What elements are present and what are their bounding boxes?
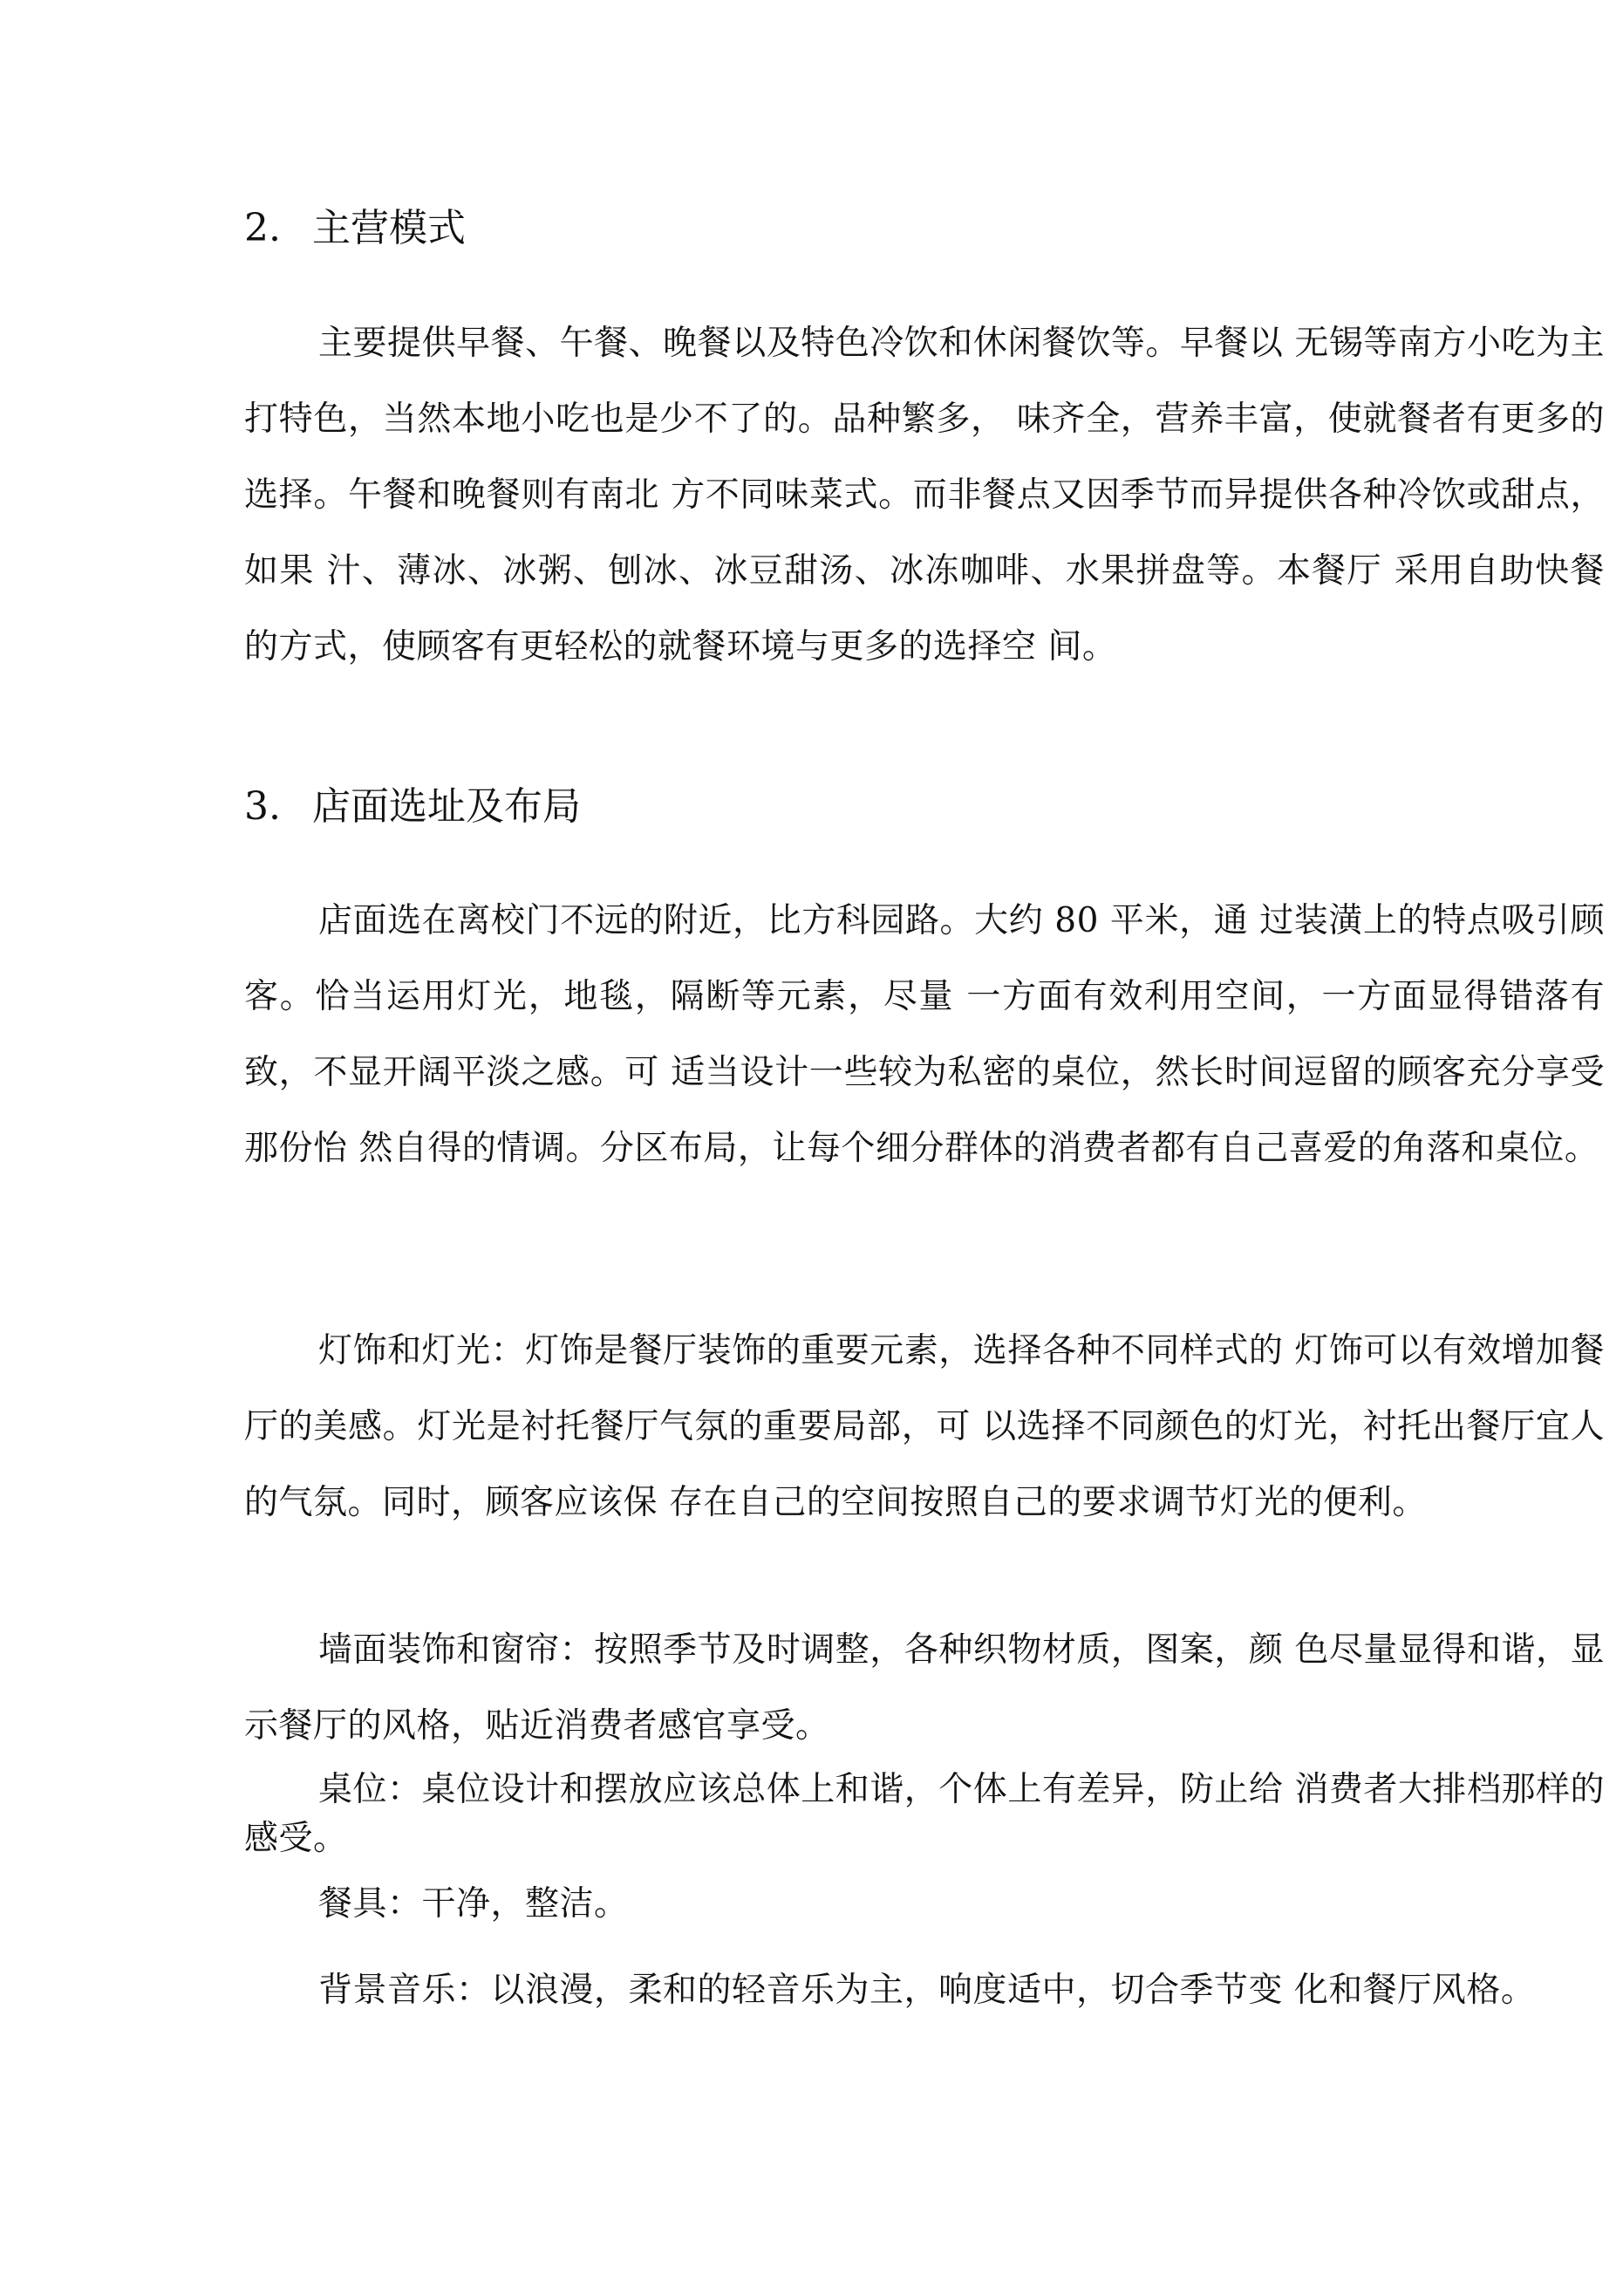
paragraph-tableware: 餐具：干净，整洁。: [318, 1884, 629, 1924]
section-heading-main-business-model: [244, 202, 466, 255]
paragraph-location: 店面选在离校门不远的附近，比方科园路。大约 80 平米，通 过装潢上的特点吸引顾客。恰当运用灯光，地毯，隔断等元素，尽量 一方面有效利用空间，一方面显得错落有致，不显开阔平淡之感。可 适当设计一些较为私密的桌位，然长时间逗留的顾客充分享受那份怡 然自得的情调。分区布局，让每个细分群体的消费者都有自己喜爱的角落和桌位。: [244, 901, 1605, 1168]
section-title: 主营模式: [312, 206, 466, 250]
paragraph-business-model: 主要提供早餐、午餐、晚餐以及特色冷饮和休闲餐饮等。早餐以 无锡等南方小吃为主打特色，当然本地小吃也是少不了的。品种繁多， 味齐全，营养丰富，使就餐者有更多的选择。午餐和晚餐则有南北 方不同味菜式。而非餐点又因季节而异提供各种冷饮或甜点，如果 汁、薄冰、冰粥、刨冰、冰豆甜汤、冰冻咖啡、水果拼盘等。本餐厅 采用自助快餐的方式，使顾客有更轻松的就餐环境与更多的选择空 间。: [244, 324, 1605, 666]
section-title: 店面选址及布局: [312, 784, 581, 829]
section-number: 2.: [244, 206, 281, 250]
section-number: 3.: [244, 784, 281, 829]
paragraph-background-music: 背景音乐：以浪漫，柔和的轻音乐为主，响度适中，切合季节变 化和餐厅风格。: [318, 1971, 1536, 2010]
paragraph-wall-decoration: 墙面装饰和窗帘：按照季节及时调整，各种织物材质，图案，颜 色尽量显得和谐，显示餐厅的风格，贴近消费者感官享受。: [244, 1630, 1605, 1746]
paragraph-lighting: 灯饰和灯光：灯饰是餐厅装饰的重要元素，选择各种不同样式的 灯饰可以有效增加餐厅的美感。灯光是衬托餐厅气氛的重要局部，可 以选择不同颜色的灯光，衬托出餐厅宜人的气氛。同时，顾客应该保 存在自己的空间按照自己的要求调节灯光的便利。: [244, 1331, 1605, 1522]
paragraph-tables: 桌位：桌位设计和摆放应该总体上和谐，个体上有差异，防止给 消费者大排档那样的感受。: [244, 1770, 1605, 1858]
section-heading-location-layout: [244, 781, 581, 833]
